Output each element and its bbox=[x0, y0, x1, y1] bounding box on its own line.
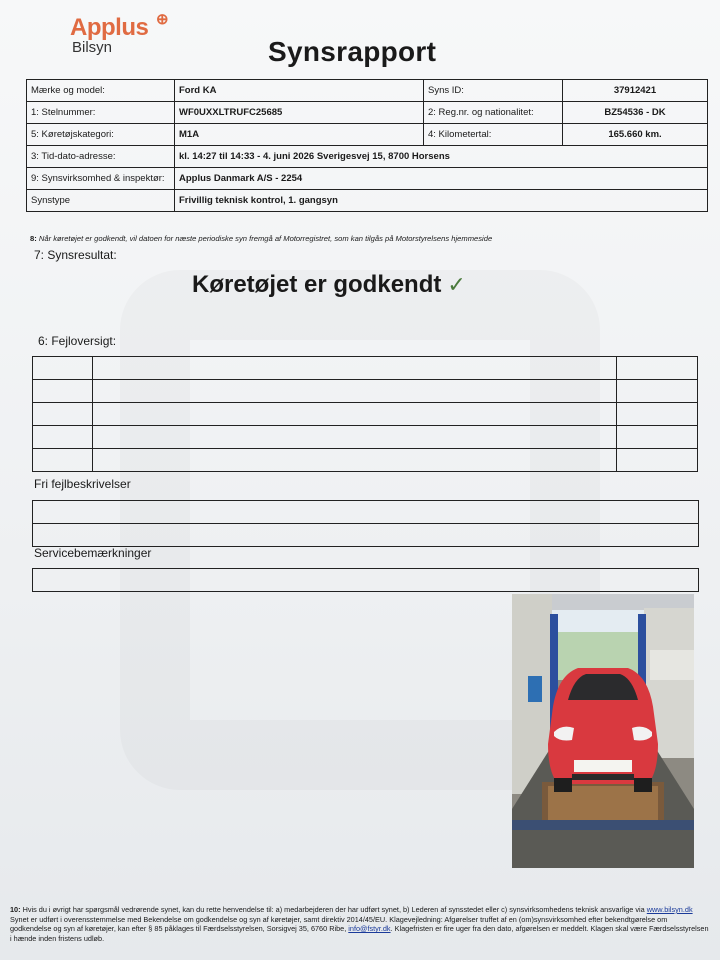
footer-contact-text: Hvis du i øvrigt har spørgsmål vedrørende synet, kan du rette henvendelse til: a) medarbejderen der har udført synet, b) Lederen af synsstedet eller c) synsvirksomhedens teknisk ansvarlige via bbox=[22, 905, 645, 914]
category-value: M1A bbox=[175, 124, 424, 146]
logo-sub: Bilsyn bbox=[72, 39, 113, 56]
free-description-line bbox=[33, 524, 698, 546]
type-label: Synstype bbox=[27, 190, 175, 212]
inspector-value: Applus Danmark A/S - 2254 bbox=[175, 168, 708, 190]
checkmark-icon: ✓ bbox=[447, 272, 466, 297]
table-row bbox=[33, 357, 698, 380]
result-text: Køretøjet er godkendt bbox=[192, 271, 442, 298]
table-row bbox=[33, 449, 698, 472]
syns-id-value: 37912421 bbox=[563, 80, 708, 102]
service-remarks-box bbox=[32, 568, 699, 592]
fault-overview-table bbox=[32, 356, 698, 472]
bilsyn-link[interactable]: www.bilsyn.dk bbox=[646, 905, 693, 914]
page-title: Synsrapport bbox=[268, 36, 437, 67]
make-label: Mærke og model: bbox=[27, 80, 175, 102]
next-inspection-note bbox=[30, 234, 492, 243]
free-description-label: Fri fejlbeskrivelser bbox=[34, 477, 131, 491]
footer-text bbox=[10, 905, 710, 943]
note-text: Når køretøjet er godkendt, vil datoen for næste periodiske syn fremgå af Motorregistret, som kan tilgås på Motorstyrelsens hjemmeside bbox=[38, 234, 493, 243]
vehicle-photo-drawing bbox=[512, 594, 694, 868]
km-value: 165.660 km. bbox=[563, 124, 708, 146]
free-description-box bbox=[32, 500, 699, 547]
table-row bbox=[33, 380, 698, 403]
note-num: 8: bbox=[30, 234, 37, 243]
faults-label: 6: Fejloversigt: bbox=[38, 334, 117, 348]
category-label: 5: Køretøjskategori: bbox=[27, 124, 175, 146]
inspection-result bbox=[192, 271, 466, 299]
footer-num: 10: bbox=[10, 905, 21, 914]
inspector-label: 9: Synsvirksomhed & inspektør: bbox=[27, 168, 175, 190]
applus-logo bbox=[70, 11, 169, 56]
result-label: 7: Synsresultat: bbox=[34, 248, 117, 262]
vin-label: 1: Stelnummer: bbox=[27, 102, 175, 124]
footer-deadline-text: . Klagefristen er fire uger fra den dato, afgørelsen er meddelt. Klagen skal være Færdselsstyrelsen i hænde inden fristens udløb. bbox=[10, 924, 709, 943]
service-remarks-label: Servicebemærkninger bbox=[34, 546, 152, 560]
logo-brand: Applus bbox=[70, 14, 149, 41]
table-row bbox=[33, 426, 698, 449]
free-description-line bbox=[33, 501, 698, 524]
vin-value: WF0UXXLTRUFC25685 bbox=[175, 102, 424, 124]
footer-legal-text: Synet er udført i overensstemmelse med Bekendelse om godkendelse og syn af køretøjer, samt direktiv 2014/45/EU. Klagevejledning: Afgørelser truffet af en (om)synsvirksomhed efter bekendtgørelse om godkendelse og syn af køretøjer, kan efter § 85 påklages til Færdselsstyrelsen, Sorsigvej 35, 6760 Ribe, bbox=[10, 914, 668, 934]
vehicle-photo bbox=[512, 594, 694, 868]
syns-id-label: Syns ID: bbox=[424, 80, 563, 102]
reg-value: BZ54536 - DK bbox=[563, 102, 708, 124]
table-row bbox=[33, 403, 698, 426]
km-label: 4: Kilometertal: bbox=[424, 124, 563, 146]
plus-circle-icon: ⊕ bbox=[156, 11, 169, 28]
fstyr-email-link[interactable]: info@fstyr.dk bbox=[348, 924, 391, 934]
datetime-value: kl. 14:27 til 14:33 - 4. juni 2026 Sverigesvej 15, 8700 Horsens bbox=[175, 146, 708, 168]
datetime-label: 3: Tid-dato-adresse: bbox=[27, 146, 175, 168]
reg-label: 2: Reg.nr. og nationalitet: bbox=[424, 102, 563, 124]
make-value: Ford KA bbox=[175, 80, 424, 102]
vehicle-info-table bbox=[26, 79, 708, 212]
type-value: Frivillig teknisk kontrol, 1. gangsyn bbox=[175, 190, 708, 212]
